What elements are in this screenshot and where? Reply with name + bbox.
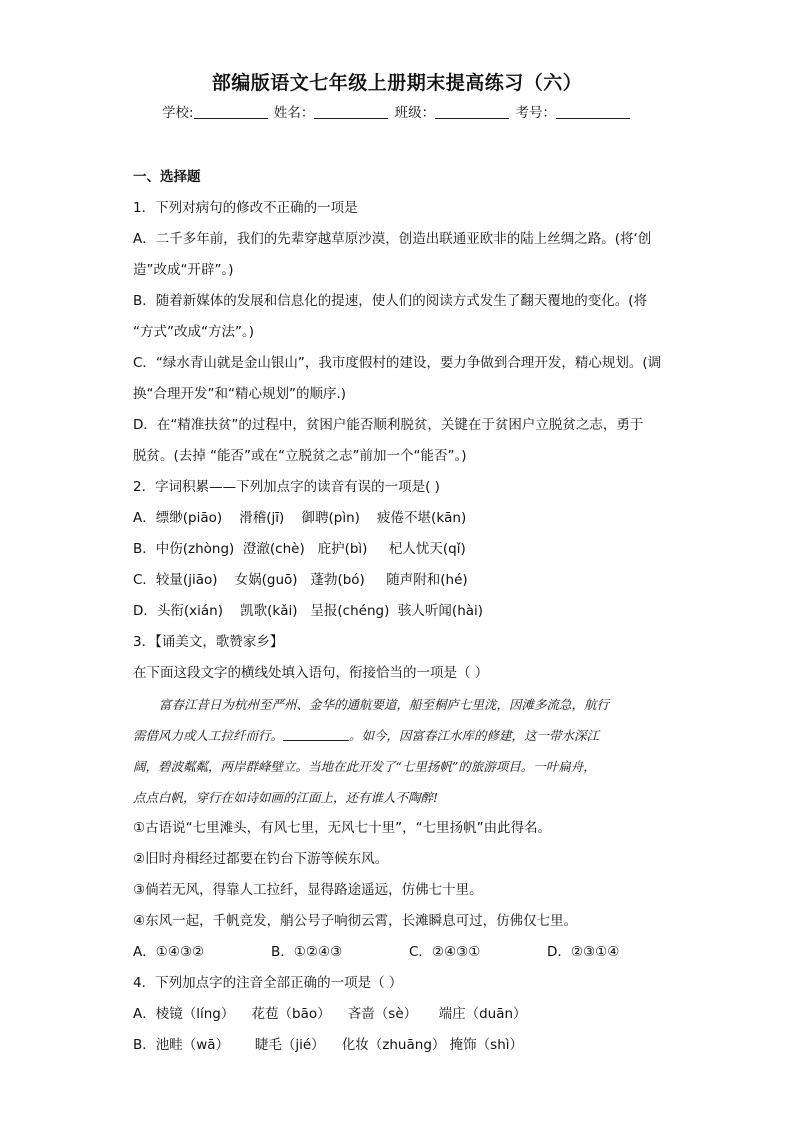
q3-stem: 在下面这段文字的横线处填入语句，衔接恰当的一项是（ ） bbox=[133, 665, 489, 681]
q3-option-a: A．①④③② bbox=[133, 944, 205, 960]
q1-option-c: C．“绿水青山就是金山银山”，我市度假村的建设，要力争做到合理开发，精心规划。(调 bbox=[133, 355, 662, 371]
q4-option-a: A．棱镜（líng） 花苞（bāo） 吝啬（sè） 端庄（duān） bbox=[133, 1006, 527, 1022]
q3-passage-line-1: 富春江昔日为杭州至严州、金华的通航要道，船至桐庐七里泷，因滩多流急，航行 bbox=[159, 697, 610, 712]
q2-option-b: B．中伤(zhòng) 澄澈(chè) 庇护(bì) 杞人忧天(qǐ) bbox=[133, 541, 466, 557]
q1-stem: 1．下列对病句的修改不正确的一项是 bbox=[133, 200, 358, 216]
q1-option-a: A．二千多年前，我们的先辈穿越草原沙漠，创造出联通亚欧非的陆上丝绸之路。(将‘创 bbox=[133, 231, 652, 247]
school-blank[interactable] bbox=[194, 104, 268, 119]
q1-option-b-cont: “方式”改成“方法”。) bbox=[133, 324, 254, 340]
q1-option-d-cont: 脱贫。(去掉 “能否”或在“立脱贫之志”前加一个“能否”。) bbox=[133, 448, 467, 464]
q3-option-d: D．②③①④ bbox=[547, 944, 620, 960]
q1-option-c-cont: 换“合理开发”和“精心规划”的顺序.) bbox=[133, 386, 347, 402]
q3-sentence-2: ②旧时舟楫经过都要在钓台下游等候东风。 bbox=[133, 851, 389, 867]
q3-options bbox=[133, 937, 663, 968]
page-title: 部编版语文七年级上册期末提高练习（六） bbox=[211, 72, 583, 94]
class-blank[interactable] bbox=[435, 104, 509, 119]
exam-no-blank[interactable] bbox=[556, 104, 630, 119]
name-label: 姓名： bbox=[273, 105, 315, 121]
q3-passage-part-a: 需借风力或人工拉纤而行。 bbox=[133, 728, 284, 743]
q3-passage-line-3: 阔，碧波粼粼，两岸群峰壁立。当地在此开发了“七里扬帆”的旅游项目。一叶扁舟， bbox=[133, 759, 596, 774]
q2-option-c: C．较量(jiāo) 女娲(guō) 蓬勃(bó) 随声附和(hé) bbox=[133, 572, 468, 588]
exam-no-label: 考号： bbox=[515, 105, 556, 121]
q3-passage-line-4: 点点白帆，穿行在如诗如画的江面上，还有谁人不陶醉! bbox=[133, 790, 439, 805]
q3-option-c: C．②④③① bbox=[409, 944, 481, 960]
q3-option-b: B．①②④③ bbox=[271, 944, 343, 960]
q1-option-d: D．在“精准扶贫”的过程中，贫困户能否顺利脱贫，关键在于贫困户立脱贫之志，勇于 bbox=[133, 417, 644, 433]
student-info-line bbox=[0, 101, 794, 121]
school-label: 学校: bbox=[162, 105, 194, 121]
q1-option-a-cont: 造”改成“开辟”。) bbox=[133, 262, 234, 278]
q3-passage-line-2 bbox=[133, 720, 663, 751]
q1-option-b: B．随着新媒体的发展和信息化的提速，使人们的阅读方式发生了翻天覆地的变化。(将 bbox=[133, 293, 648, 309]
q3-fill-blank[interactable] bbox=[283, 728, 349, 741]
question-content bbox=[133, 162, 663, 1061]
q4-stem: 4．下列加点字的注音全部正确的一项是（ ） bbox=[133, 975, 403, 991]
q3-sentence-1: ①古语说“七里滩头，有风七里，无风七十里”，“七里扬帆”由此得名。 bbox=[133, 820, 552, 836]
section-heading: 一、选择题 bbox=[133, 169, 201, 185]
q2-option-a: A．缥缈(piāo) 滑稽(jī) 御聘(pìn) 疲倦不堪(kān) bbox=[133, 510, 467, 526]
q3-sentence-4: ④东风一起，千帆竞发，艄公号子响彻云霄，长滩瞬息可过，仿佛仅七里。 bbox=[133, 913, 578, 929]
q3-passage-part-b: 。如今，因富春江水库的修建，这一带水深江 bbox=[349, 728, 600, 743]
class-label: 班级： bbox=[394, 105, 436, 121]
q4-option-b: B．池畦（wā） 睫毛（jié） 化妆（zhuāng） 掩饰（shì） bbox=[133, 1037, 524, 1053]
name-blank[interactable] bbox=[314, 104, 388, 119]
q3-sentence-3: ③倘若无风，得靠人工拉纤，显得路途遥远，仿佛七十里。 bbox=[133, 882, 483, 898]
q3-heading: 3．【诵美文，歌赞家乡】 bbox=[133, 634, 284, 650]
q2-option-d: D．头衔(xián) 凯歌(kǎi) 呈报(chéng) 骇人听闻(hài) bbox=[133, 603, 484, 619]
q2-stem: 2．字词积累——下列加点字的读音有误的一项是( ) bbox=[133, 479, 440, 495]
